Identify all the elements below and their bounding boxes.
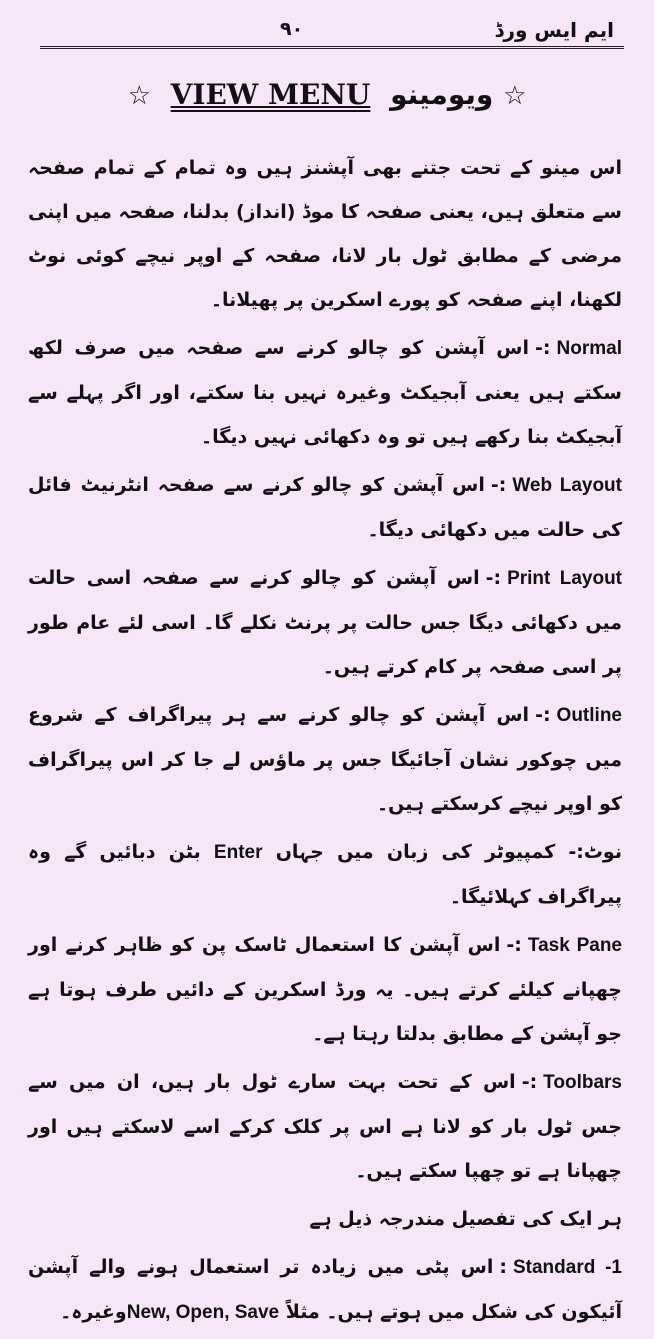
standard-term: Standard -1 [512, 1257, 622, 1278]
each-detail-line: ہر ایک کی تفصیل مندرجہ ذیل ہے [309, 1208, 622, 1230]
web-layout-term: Web Layout [512, 475, 622, 496]
toolbars-term: Toolbars [543, 1072, 622, 1093]
web-layout-text: اس آپشن کو چالو کرنے سے صفحہ انٹرنیٹ فائل کی حالت میں دکھائی دیگا۔ [28, 474, 622, 541]
task-pane-term: Task Pane [527, 935, 623, 956]
note-paragraph [28, 830, 622, 919]
note-prefix: نوٹ:- کمپیوٹر کی زبان میں جہاں [275, 841, 622, 863]
task-pane-text: اس آپشن کا استعمال ٹاسک پن کو ظاہر کرنے اور چھپانے کیلئے کرتے ہیں۔ یہ ورڈ اسکرین کے دائیں طرف ہوتا ہے جو آپشن کے مطابق بدلتا رہتا ہے۔ [28, 934, 622, 1045]
standard-paragraph [28, 1245, 622, 1335]
print-layout-paragraph [28, 556, 622, 689]
toolbars-text: اس کے تحت بہت سارے ٹول بار ہیں، ان میں سے جس ٹول بار کو لانا ہے اس پر کلک کرکے اسے لاسکتے ہیں اور چھپانا ہے تو چھپا سکتے ہیں۔ [28, 1071, 622, 1182]
print-layout-term: Print Layout [507, 568, 623, 589]
separator: :- [485, 567, 502, 589]
separator: :- [521, 1071, 538, 1093]
heading-english: VIEW MENU [170, 78, 371, 111]
section-heading [0, 78, 654, 111]
page-header [40, 12, 624, 49]
outline-paragraph [28, 693, 622, 826]
standard-examples: New, Open, Save [126, 1302, 280, 1323]
star-icon-left: ☆ [127, 81, 151, 111]
outline-term: Outline [556, 705, 622, 726]
print-layout-text: اس آپشن کو چالو کرنے سے صفحہ اسی حالت میں دکھائی دیگا جس حالت پر پرنٹ نکلے گا۔ اسی لئے عام طور پر اسی صفحہ پر کام کرتے ہیں۔ [28, 567, 622, 678]
star-icon: ☆ [503, 81, 527, 111]
enter-term: Enter [213, 842, 263, 863]
heading-urdu: ویومینو [390, 78, 494, 111]
separator: :- [535, 704, 551, 726]
page-body [28, 146, 622, 1339]
normal-term: Normal [556, 338, 622, 359]
normal-paragraph [28, 326, 622, 459]
normal-text: اس آپشن کو چالو کرنے سے صفحہ میں صرف لکھ سکتے ہیں یعنی آبجیکٹ وغیرہ نہیں بنا سکتے، اور اگر پہلے سے آبجیکٹ بنا رکھے ہیں تو وہ دکھائی نہیں دیگا۔ [28, 337, 622, 448]
separator: :- [506, 934, 522, 956]
separator: :- [490, 474, 507, 496]
note-suffix: بٹن دبائیں گے وہ پیراگراف کہلائیگا۔ [28, 841, 622, 908]
standard-end: وغیرہ۔ [60, 1301, 127, 1323]
intro-paragraph: اس مینو کے تحت جتنے بھی آپشنز ہیں وہ تمام کے تمام صفحہ سے متعلق ہیں، یعنی صفحہ کا موڈ (انداز) بدلنا، صفحہ میں اپنی مرضی کے مطابق ٹول بار لانا، صفحہ کے اوپر نیچے کوئی نوٹ لکھنا، اپنے صفحہ کو پورے اسکرین پر پھیلانا۔ [28, 157, 622, 311]
page-number: ۹۰ [280, 18, 304, 40]
task-pane-paragraph [28, 923, 622, 1056]
separator-colon: : [499, 1256, 507, 1278]
web-layout-paragraph [28, 463, 622, 552]
standard-text: اس پٹی میں زیادہ تر استعمال ہونے والے آپشن آئیکون کی شکل میں ہوتے ہیں۔ مثلاً [28, 1256, 622, 1323]
outline-text: اس آپشن کو چالو کرنے سے ہر پیراگراف کے شروع میں چوکور نشان آجائیگا جس پر ماؤس لے جا کر اس پیراگراف کو اوپر نیچے کرسکتے ہیں۔ [28, 704, 622, 815]
book-title: ایم ایس ورڈ [494, 18, 614, 42]
separator: :- [535, 337, 551, 359]
